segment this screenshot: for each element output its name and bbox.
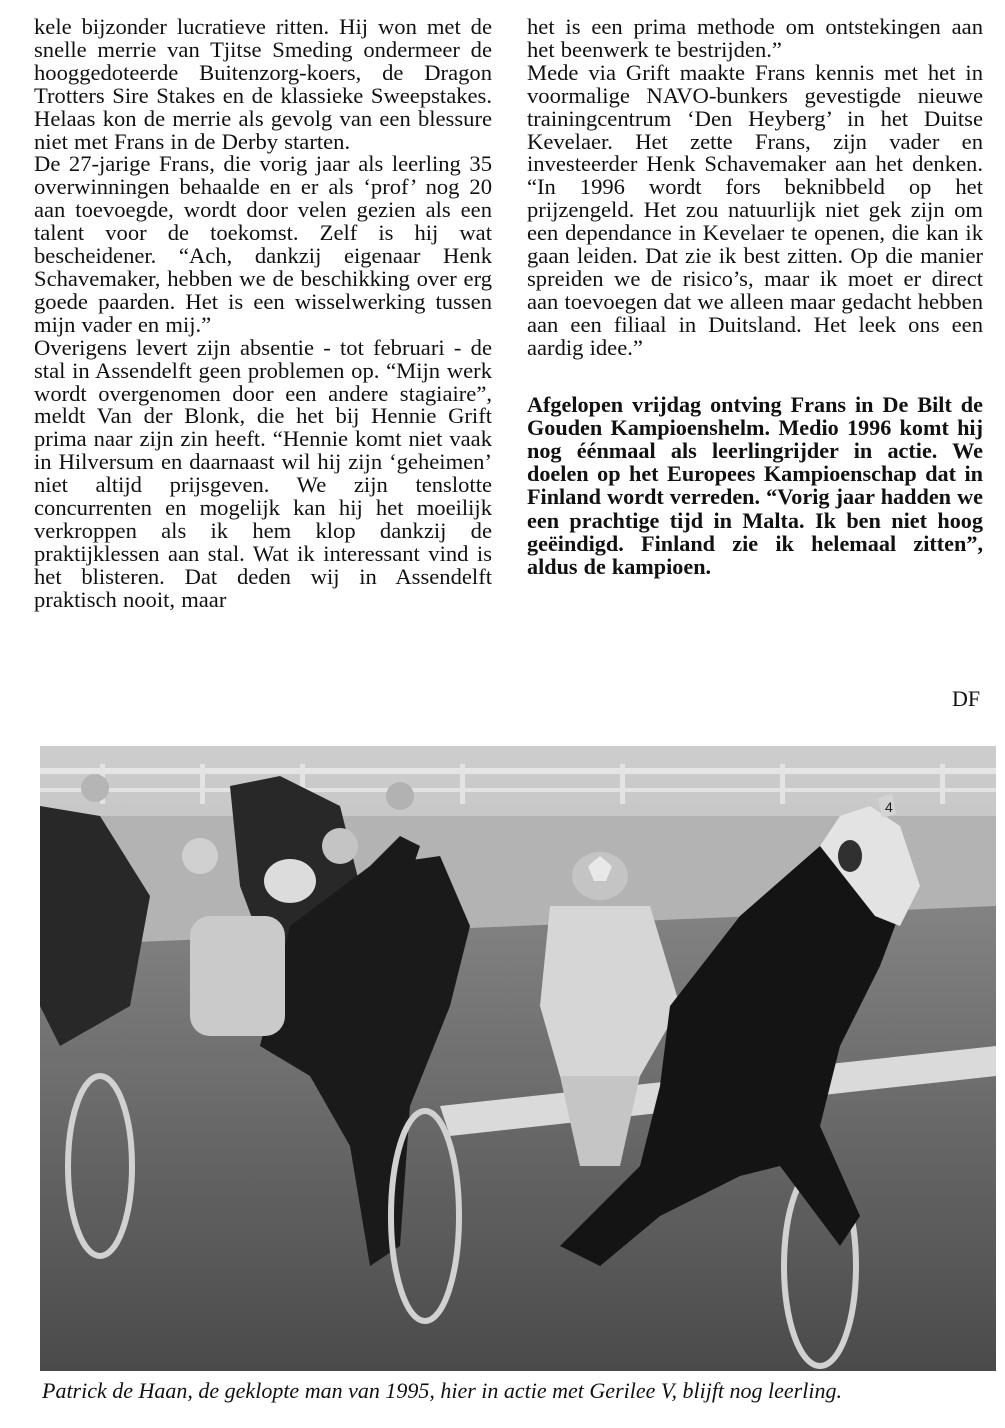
paragraph-5: Mede via Grift maakte Frans kennis met het in voormalige NAVO-bunkers gevestigde nieuwe trainingcentrum ‘Den Heyberg’ in het Duitse Kevelaer. Het zette Frans, zijn vader en investeerder Henk Schavemaker aan het denken. “In 1996 wordt fors beknibbeld op het prijzengeld. Het zou natuurlijk niet gek zijn om een dependance in Kevelaer te openen, die kan ik gaan leiden. Dat zie ik best zitten. Op die manier spreiden we de risico’s, maar ik moet er direct aan toevoegen dat we alleen maar gedacht hebben aan een filiaal in Duitsland. Het leek ons een aardig idee.” [527,59,983,360]
number-cloth: 4 [885,799,893,815]
paragraph-1: kele bijzonder lucratieve ritten. Hij won met de snelle merrie van Tjitse Smeding ondermeer de hooggedoteerde Buitenzorg-koers, de Dragon Trotters Sire Stakes en de klassieke Sweepstakes. Helaas kon de merrie als gevolg van een blessure niet met Frans in de Derby starten. [34,14,492,154]
harness-racing-photo [40,746,996,1371]
bold-summary-paragraph: Afgelopen vrijdag ontving Frans in De Bilt de Gouden Kampioenshelm. Medio 1996 komt hij nog éénmaal als leerlingrijder in actie. We doelen op het Europees Kampioenschap dat in Finland wordt verreden. “Vorig jaar hadden we een prachtige tijd in Malta. Ik ben niet hoog geëindigd. Finland zie ik helemaal zitten”, aldus de kampioen. [527,391,983,580]
article-right-column [527,16,983,578]
paragraph-3: Overigens levert zijn absentie - tot februari - de stal in Assendelft geen problemen op. “Mijn werk wordt overgenomen door een andere stagiaire”, meldt Van der Blonk, die het bij Hennie Grift prima naar zijn zin heeft. “Hennie komt niet vaak in Hilversum en daarnaast wil hij zijn ‘geheimen’ niet altijd prijsgeven. We zijn tenslotte concurrenten en mogelijk kan hij het moeilijk verkroppen als ik hem klop dankzij de praktijklessen aan stal. Wat ik interessant vind is het blisteren. Dat deden wij in Assendelft praktisch nooit, maar [34,334,492,612]
article-left-column [34,16,492,612]
paragraph-2: De 27-jarige Frans, die vorig jaar als leerling 35 overwinningen behaalde en er als ‘prof’ nog 20 aan toevoegde, wordt door velen gezien als een talent voor de toekomst. Zelf is hij wat bescheidener. “Ach, dankzij eigenaar Henk Schavemaker, hebben we de beschikking over erg goede paarden. Het is een wisselwerking tussen mijn vader en mij.” [34,151,492,337]
photo-caption: Patrick de Haan, de geklopte man van 1995, hier in actie met Gerilee V, blijft nog leerling. [42,1378,842,1403]
paragraph-4: het is een prima methode om ontstekingen aan het beenwerk te bestrijden.” [527,14,983,62]
author-signature: DF [952,686,981,711]
